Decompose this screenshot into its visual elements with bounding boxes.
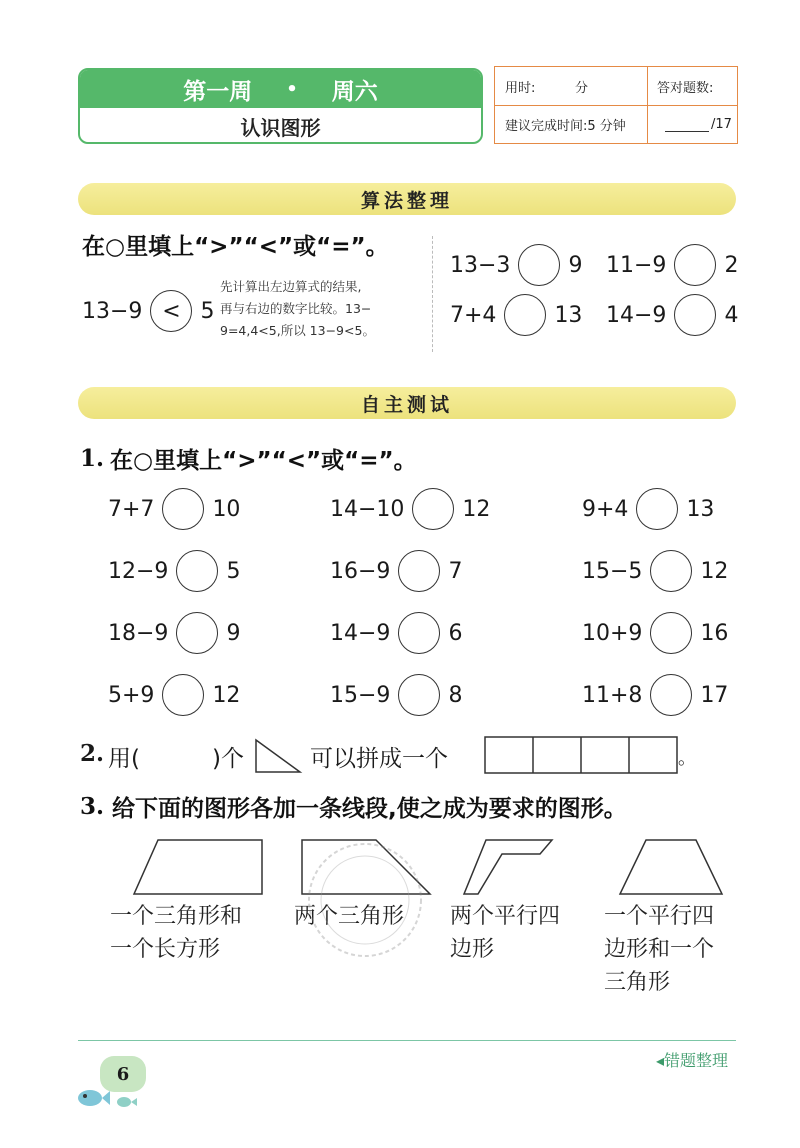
error-review-link[interactable]: ◂错题整理 <box>656 1051 729 1070</box>
score-field[interactable] <box>665 117 732 132</box>
score-total: /17 <box>711 117 732 132</box>
triangle-icon <box>254 738 304 774</box>
q1-item: 12−9 5 <box>108 550 240 592</box>
trapezoid-shape[interactable] <box>130 838 270 898</box>
l-shape[interactable] <box>462 838 556 898</box>
footer-divider <box>78 1040 736 1041</box>
question-3-title: 3. 给下面的图形各加一条线段,使之成为要求的图形。 <box>80 793 627 822</box>
shape-label: 一个平行四 边形和一个 三角形 <box>604 904 715 995</box>
question-2: 2. 用( )个 可以拼成一个 。 <box>80 734 700 774</box>
answer-circle[interactable] <box>398 674 440 716</box>
example-explanation: 先计算出左边算式的结果, 再与右边的数字比较。13− 9=4,4<5,所以 13−9<5。 <box>220 279 375 338</box>
section-bar-method: 算法整理 <box>78 183 736 215</box>
day-label: 周六 <box>331 78 378 105</box>
q1-item: 14−9 6 <box>330 612 462 654</box>
q1-item: 16−9 7 <box>330 550 462 592</box>
answer-circle[interactable] <box>674 244 716 286</box>
q1-item: 9+4 13 <box>582 488 714 530</box>
page-number: 6 <box>100 1056 146 1092</box>
practice-item: 7+4 13 <box>450 294 582 336</box>
answer-circle[interactable] <box>176 550 218 592</box>
answer-circle[interactable] <box>636 488 678 530</box>
q1-item: 14−10 12 <box>330 488 490 530</box>
answer-circle[interactable] <box>650 612 692 654</box>
minute-label: 分 <box>575 80 589 96</box>
q1-item: 7+7 10 <box>108 488 240 530</box>
topic-title: 认识图形 <box>240 115 321 140</box>
q1-item: 11+8 17 <box>582 674 728 716</box>
example-answer-circle: < <box>150 290 192 332</box>
q1-item: 15−5 12 <box>582 550 728 592</box>
watermark-seal-icon <box>305 840 425 960</box>
answer-circle[interactable] <box>398 612 440 654</box>
isosceles-trapezoid-shape[interactable] <box>616 838 726 898</box>
question-1-title: 1. 在○里填上“>”“<”或“=”。 <box>80 445 417 474</box>
practice-item: 14−9 4 <box>606 294 738 336</box>
method-instruction: 在○里填上“>”“<”或“=”。 <box>82 234 389 260</box>
shape-label: 两个三角形 <box>294 904 405 929</box>
q1-item: 5+9 12 <box>108 674 240 716</box>
answer-blank[interactable] <box>156 740 212 768</box>
dashed-divider <box>432 236 433 352</box>
q1-item: 15−9 8 <box>330 674 462 716</box>
answer-circle[interactable] <box>650 550 692 592</box>
week-label: 第一周 <box>183 78 253 105</box>
answer-circle[interactable] <box>518 244 560 286</box>
section-bar-self-test: 自主测试 <box>78 387 736 419</box>
answer-circle[interactable] <box>162 674 204 716</box>
rectangle-grid-icon <box>484 736 678 774</box>
practice-item: 11−9 2 <box>606 244 738 286</box>
shape-label: 两个平行四 边形 <box>450 904 561 962</box>
example-expression: 13−9 < 5 <box>82 290 214 332</box>
separator-dot: • <box>286 78 298 100</box>
q1-item: 10+9 16 <box>582 612 728 654</box>
answer-circle[interactable] <box>176 612 218 654</box>
answer-circle[interactable] <box>162 488 204 530</box>
answer-circle[interactable] <box>504 294 546 336</box>
answer-circle[interactable] <box>398 550 440 592</box>
answer-circle[interactable] <box>412 488 454 530</box>
shape-label: 一个三角形和 一个长方形 <box>110 904 243 962</box>
answer-circle[interactable] <box>650 674 692 716</box>
time-score-box <box>494 66 738 144</box>
practice-item: 13−3 9 <box>450 244 582 286</box>
week-title-row <box>80 70 481 108</box>
week-banner <box>78 68 483 144</box>
time-used-label: 用时: <box>505 80 536 96</box>
suggested-time: 建议完成时间:5 分钟 <box>505 118 626 134</box>
q1-item: 18−9 9 <box>108 612 240 654</box>
fish-icon <box>74 1078 140 1112</box>
correct-count-label: 答对题数: <box>657 81 714 96</box>
answer-circle[interactable] <box>674 294 716 336</box>
